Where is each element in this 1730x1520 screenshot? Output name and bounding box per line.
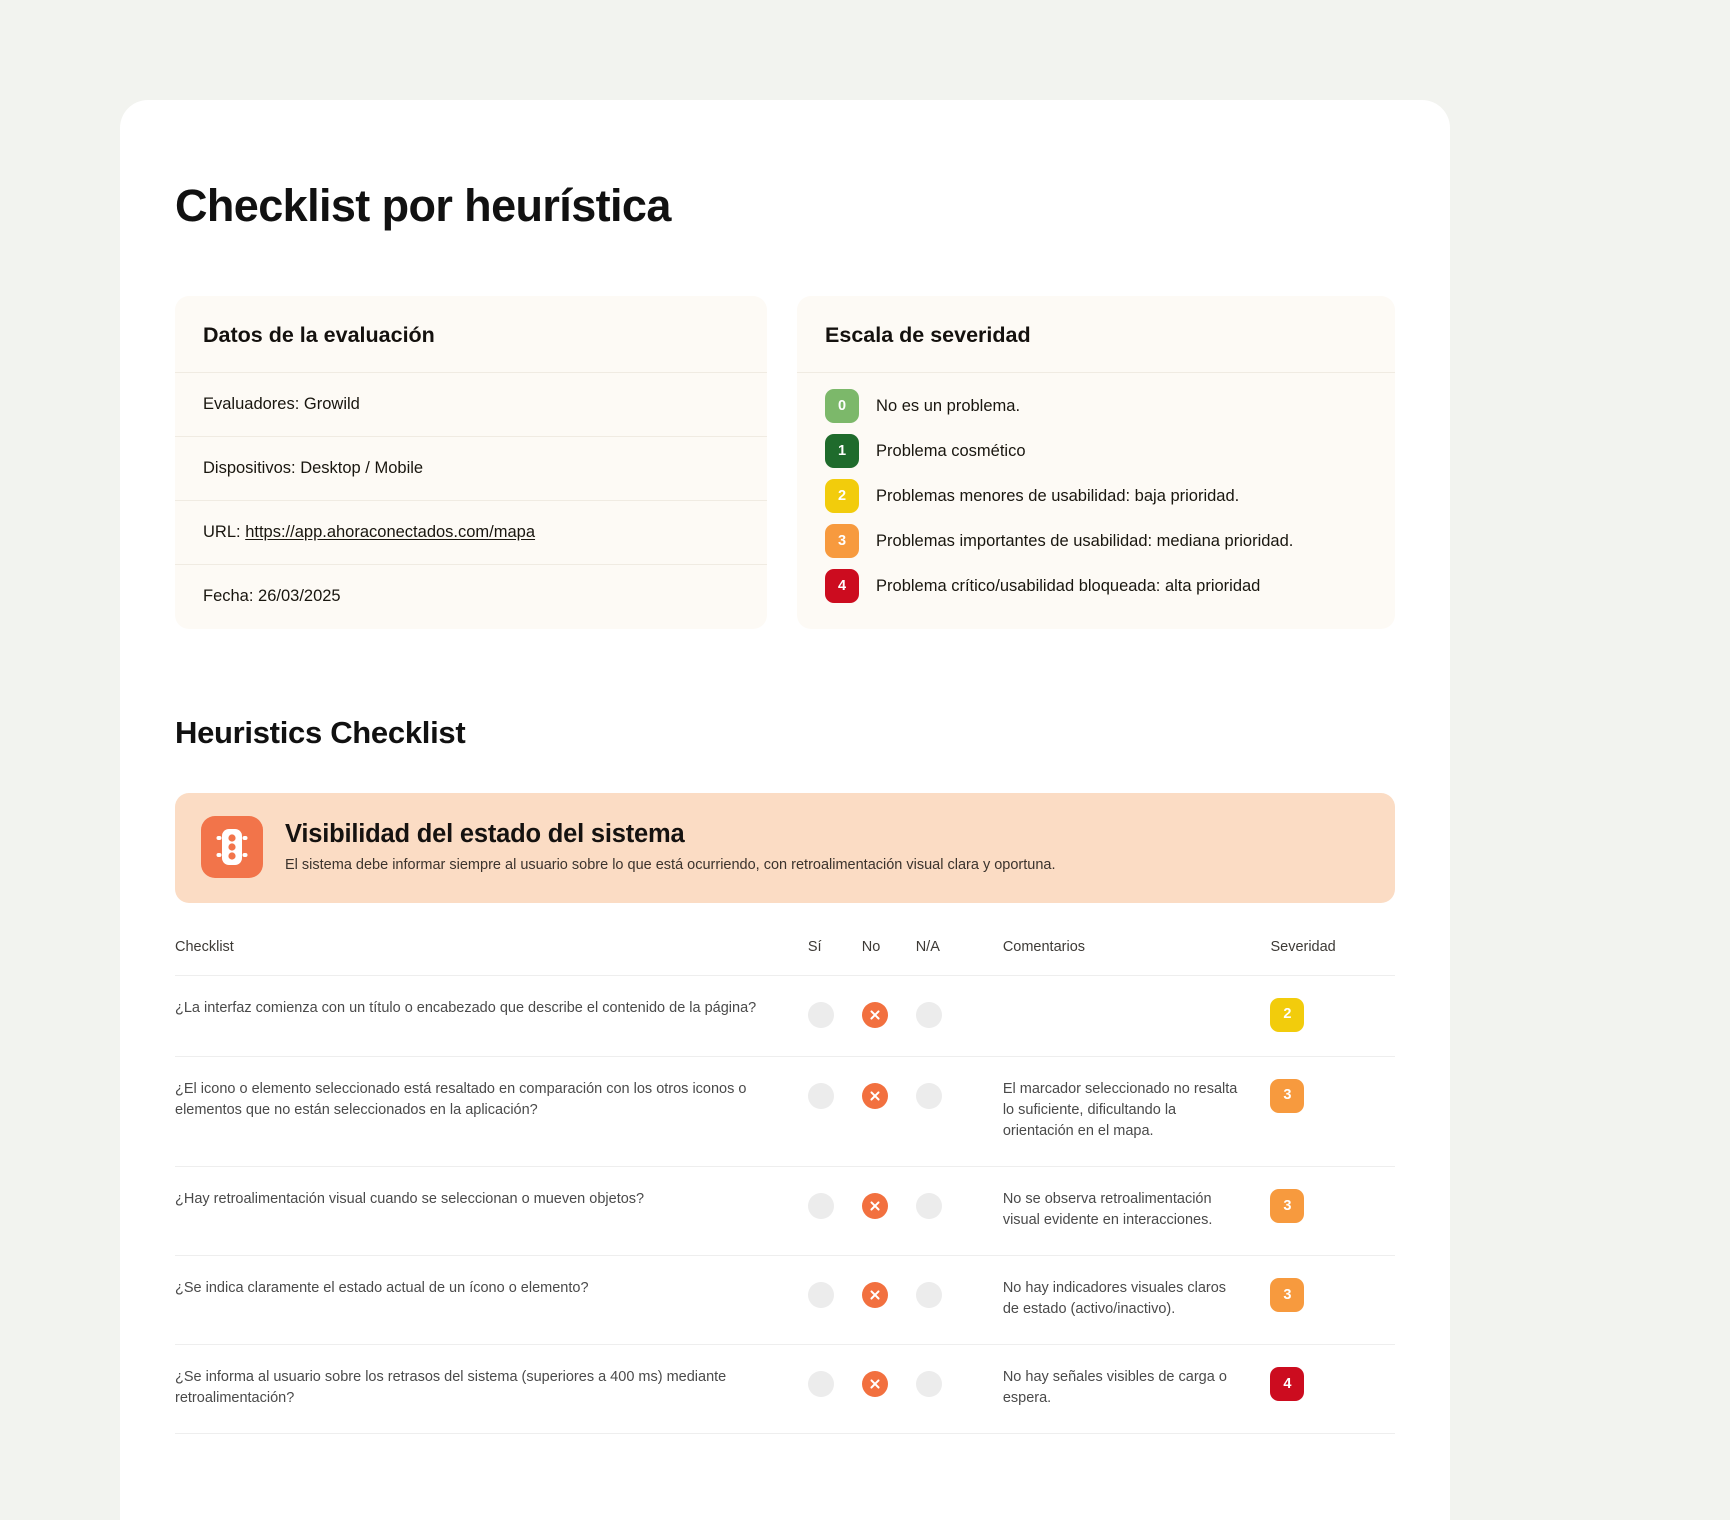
severity-label-0: No es un problema. xyxy=(876,396,1021,415)
severity-label-2: Problemas menores de usabilidad: baja prioridad. xyxy=(876,486,1240,505)
severity-badge: 4 xyxy=(1270,1367,1304,1401)
severity-scale-item xyxy=(825,569,1367,603)
comment-text: No se observa retroalimentación visual evidente en interacciones. xyxy=(1002,1191,1213,1229)
table-row xyxy=(175,1167,1395,1256)
heuristic-banner xyxy=(175,793,1395,903)
checklist-body xyxy=(175,976,1395,1434)
comment-text: El marcador seleccionado no resalta lo suficiente, dificultando la orientación en el mapa. xyxy=(1002,1081,1238,1140)
radio-yes[interactable] xyxy=(808,1282,834,1308)
radio-yes[interactable] xyxy=(808,1083,834,1109)
evaluators-text: Evaluadores: Growild xyxy=(203,395,360,413)
checklist-table xyxy=(175,921,1395,1434)
header-checklist: Checklist xyxy=(175,939,234,955)
severity-scale-list xyxy=(797,373,1395,629)
comment-text: No hay indicadores visuales claros de estado (activo/inactivo). xyxy=(1002,1280,1227,1318)
table-row xyxy=(175,1057,1395,1167)
page-title: Checklist por heurística xyxy=(175,180,671,231)
heuristic-texts xyxy=(285,816,1056,876)
header-severity: Severidad xyxy=(1270,939,1336,955)
header-spacer xyxy=(970,921,1003,976)
radio-no-selected[interactable] xyxy=(862,1193,888,1219)
date-row xyxy=(175,565,767,628)
severity-chip-2: 2 xyxy=(825,479,859,513)
radio-na[interactable] xyxy=(916,1193,942,1219)
radio-no-selected[interactable] xyxy=(862,1002,888,1028)
info-cards-row xyxy=(175,296,1395,629)
radio-na[interactable] xyxy=(916,1371,942,1397)
severity-badge: 3 xyxy=(1270,1278,1304,1312)
severity-badge: 3 xyxy=(1270,1189,1304,1223)
radio-no-selected[interactable] xyxy=(862,1371,888,1397)
section-title: Heuristics Checklist xyxy=(175,715,466,750)
radio-na[interactable] xyxy=(916,1002,942,1028)
devices-row xyxy=(175,437,767,501)
severity-chip-3: 3 xyxy=(825,524,859,558)
question-text: ¿La interfaz comienza con un título o encabezado que describe el contenido de la página? xyxy=(175,1000,757,1016)
severity-badge: 3 xyxy=(1270,1079,1304,1113)
url-link[interactable]: https://app.ahoraconectados.com/mapa xyxy=(245,523,536,541)
question-text: ¿Se indica claramente el estado actual de un ícono o elemento? xyxy=(175,1280,589,1297)
radio-na[interactable] xyxy=(916,1083,942,1109)
radio-na[interactable] xyxy=(916,1282,942,1308)
table-row xyxy=(175,1256,1395,1345)
severity-scale-card xyxy=(797,296,1395,629)
table-row xyxy=(175,976,1395,1057)
comment-text: No hay señales visibles de carga o espera. xyxy=(1002,1369,1227,1407)
radio-yes[interactable] xyxy=(808,1371,834,1397)
url-row xyxy=(175,501,767,565)
severity-scale-item xyxy=(825,524,1367,558)
header-na: N/A xyxy=(915,939,940,955)
radio-yes[interactable] xyxy=(808,1002,834,1028)
severity-chip-4: 4 xyxy=(825,569,859,603)
severity-scale-item xyxy=(825,479,1367,513)
header-comments: Comentarios xyxy=(1002,939,1086,955)
radio-yes[interactable] xyxy=(808,1193,834,1219)
heuristic-title: Visibilidad del estado del sistema xyxy=(285,820,685,848)
severity-label-3: Problemas importantes de usabilidad: mediana prioridad. xyxy=(876,531,1294,550)
radio-no-selected[interactable] xyxy=(862,1282,888,1308)
severity-scale-card-title: Escala de severidad xyxy=(797,296,1395,373)
severity-scale-item xyxy=(825,389,1367,423)
table-header-row xyxy=(175,921,1395,976)
header-yes: Sí xyxy=(807,939,822,955)
severity-label-1: Problema cosmético xyxy=(876,441,1026,460)
evaluation-data-card xyxy=(175,296,767,629)
evaluators-row xyxy=(175,373,767,437)
document-page xyxy=(120,100,1450,1520)
question-text: ¿El icono o elemento seleccionado está resaltado en comparación con los otros iconos o elementos que no están seleccionados en la aplicación? xyxy=(175,1081,747,1119)
devices-text: Dispositivos: Desktop / Mobile xyxy=(203,459,424,477)
severity-chip-1: 1 xyxy=(825,434,859,468)
heuristic-subtitle: El sistema debe informar siempre al usuario sobre lo que está ocurriendo, con retroalimentación visual clara y oportuna. xyxy=(285,857,1056,873)
date-text: Fecha: 26/03/2025 xyxy=(203,587,341,605)
header-no: No xyxy=(861,939,881,955)
severity-chip-0: 0 xyxy=(825,389,859,423)
radio-no-selected[interactable] xyxy=(862,1083,888,1109)
url-label: URL: xyxy=(203,523,246,541)
table-row xyxy=(175,1345,1395,1434)
traffic-light-icon xyxy=(201,816,263,878)
question-text: ¿Se informa al usuario sobre los retrasos del sistema (superiores a 400 ms) mediante retroalimentación? xyxy=(175,1369,727,1407)
severity-badge: 2 xyxy=(1270,998,1304,1032)
severity-scale-item xyxy=(825,434,1367,468)
evaluation-data-card-title: Datos de la evaluación xyxy=(175,296,767,373)
question-text: ¿Hay retroalimentación visual cuando se seleccionan o mueven objetos? xyxy=(175,1191,645,1208)
severity-label-4: Problema crítico/usabilidad bloqueada: alta prioridad xyxy=(876,576,1261,595)
